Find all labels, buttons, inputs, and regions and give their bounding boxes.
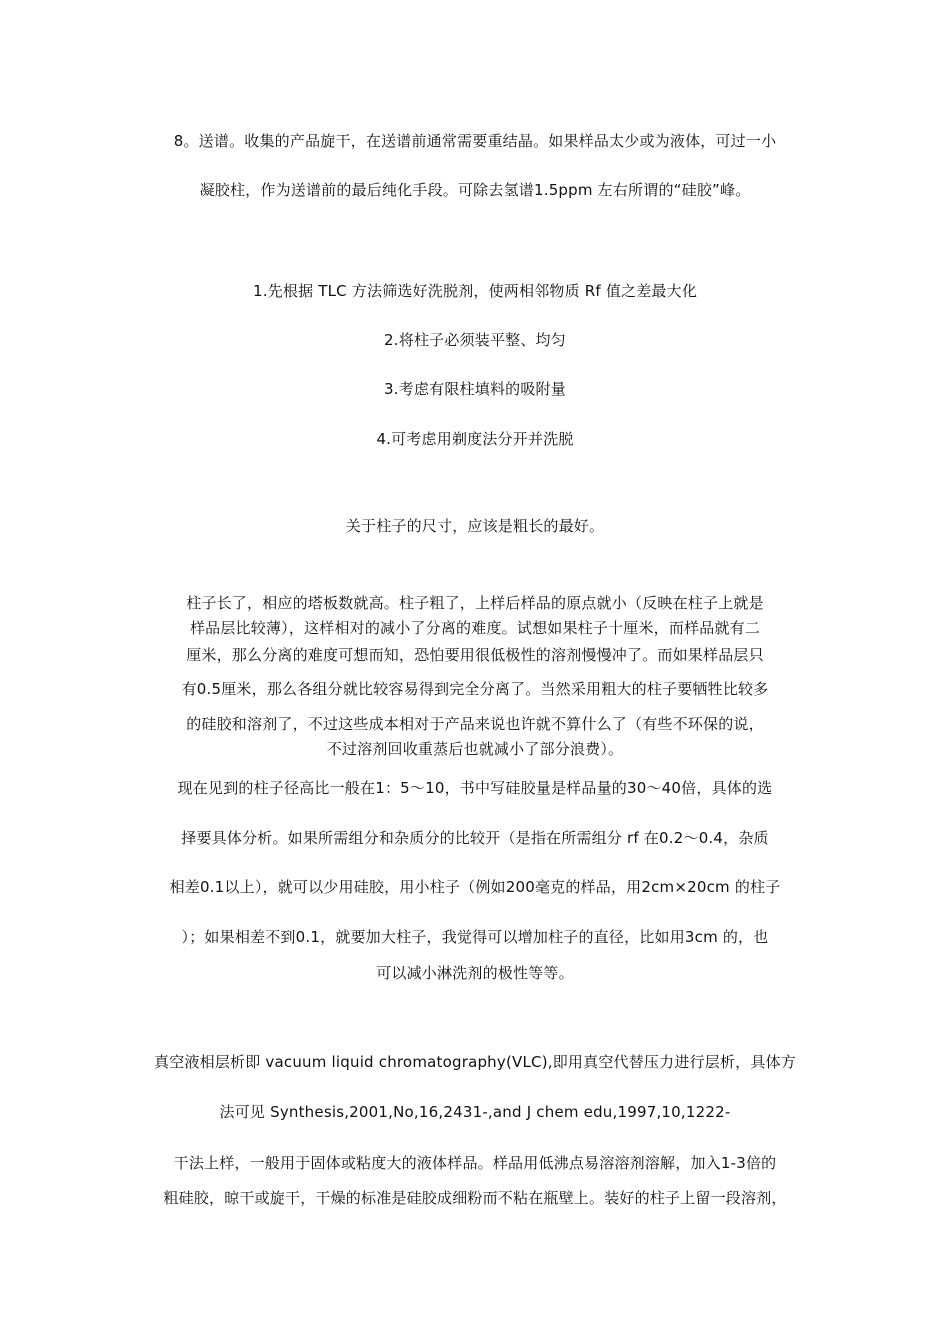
- send-spectrum-line-2: 凝胶柱，作为送谱前的最后纯化手段。可除去氢谱1.5ppm 左右所谓的“硅胶”峰。: [199, 181, 751, 199]
- ratio-line-3: 相差0.1以上），就可以少用硅胶，用小柱子（例如200毫克的样品，用2cm×20cm 的柱子: [169, 878, 781, 896]
- column-size-line-1: 柱子长了，相应的塔板数就高。柱子粗了，上样后样品的原点就小（反映在柱子上就是: [186, 594, 764, 612]
- column-size-heading: 关于柱子的尺寸，应该是粗长的最好。: [345, 517, 605, 535]
- ratio-line-4: ）；如果相差不到0.1，就要加大柱子，我觉得可以增加柱子的直径，比如用3cm 的，也: [181, 928, 769, 946]
- vlc-line-2: 法可见 Synthesis,2001,No,16,2431-,and J chem edu,1997,10,1222-: [219, 1103, 731, 1121]
- ratio-line-1: 现在见到的柱子径高比一般在1：5～10，书中写硅胶量是样品量的30～40倍，具体的选: [177, 779, 773, 797]
- column-size-line-5: 的硅胶和溶剂了，不过这些成本相对于产品来说也许就不算什么了（有些不环保的说，: [186, 715, 764, 733]
- dry-loading-line-2: 粗硅胶，晾干或旋干，干燥的标准是硅胶成细粉而不粘在瓶壁上。装好的柱子上留一段溶剂，: [163, 1189, 787, 1207]
- send-spectrum-line-1: 8。送谱。收集的产品旋干，在送谱前通常需要重结晶。如果样品太少或为液体，可过一小: [173, 132, 777, 150]
- column-size-line-4: 有0.5厘米，那么各组分就比较容易得到完全分离了。当然采用粗大的柱子要牺牲比较多: [181, 680, 769, 698]
- tip-item-3: 3.考虑有限柱填料的吸附量: [384, 380, 566, 398]
- vlc-line-1: 真空液相层析即 vacuum liquid chromatography(VLC),即用真空代替压力进行层析，具体方: [154, 1053, 796, 1071]
- tip-item-1: 1.先根据 TLC 方法筛选好洗脱剂，使两相邻物质 Rf 值之差最大化: [252, 282, 698, 300]
- dry-loading-line-1: 干法上样，一般用于固体或粘度大的液体样品。样品用低沸点易溶溶剂溶解，加入1-3倍的: [173, 1154, 777, 1172]
- ratio-line-5: 可以减小淋洗剂的极性等等。: [376, 964, 574, 982]
- column-size-line-3: 厘米，那么分离的难度可想而知，恐怕要用很低极性的溶剂慢慢冲了。而如果样品层只: [186, 646, 764, 664]
- tip-item-2: 2.将柱子必须装平整、均匀: [384, 331, 566, 349]
- ratio-line-2: 择要具体分析。如果所需组分和杂质分的比较开（是指在所需组分 rf 在0.2～0.4，杂质: [181, 829, 769, 847]
- column-size-line-2: 样品层比较薄），这样相对的减小了分离的难度。试想如果柱子十厘米，而样品就有二: [189, 619, 761, 637]
- column-size-line-6: 不过溶剂回收重蒸后也就减小了部分浪费）。: [326, 740, 624, 758]
- tip-item-4: 4.可考虑用剃度法分开并洗脱: [376, 430, 574, 448]
